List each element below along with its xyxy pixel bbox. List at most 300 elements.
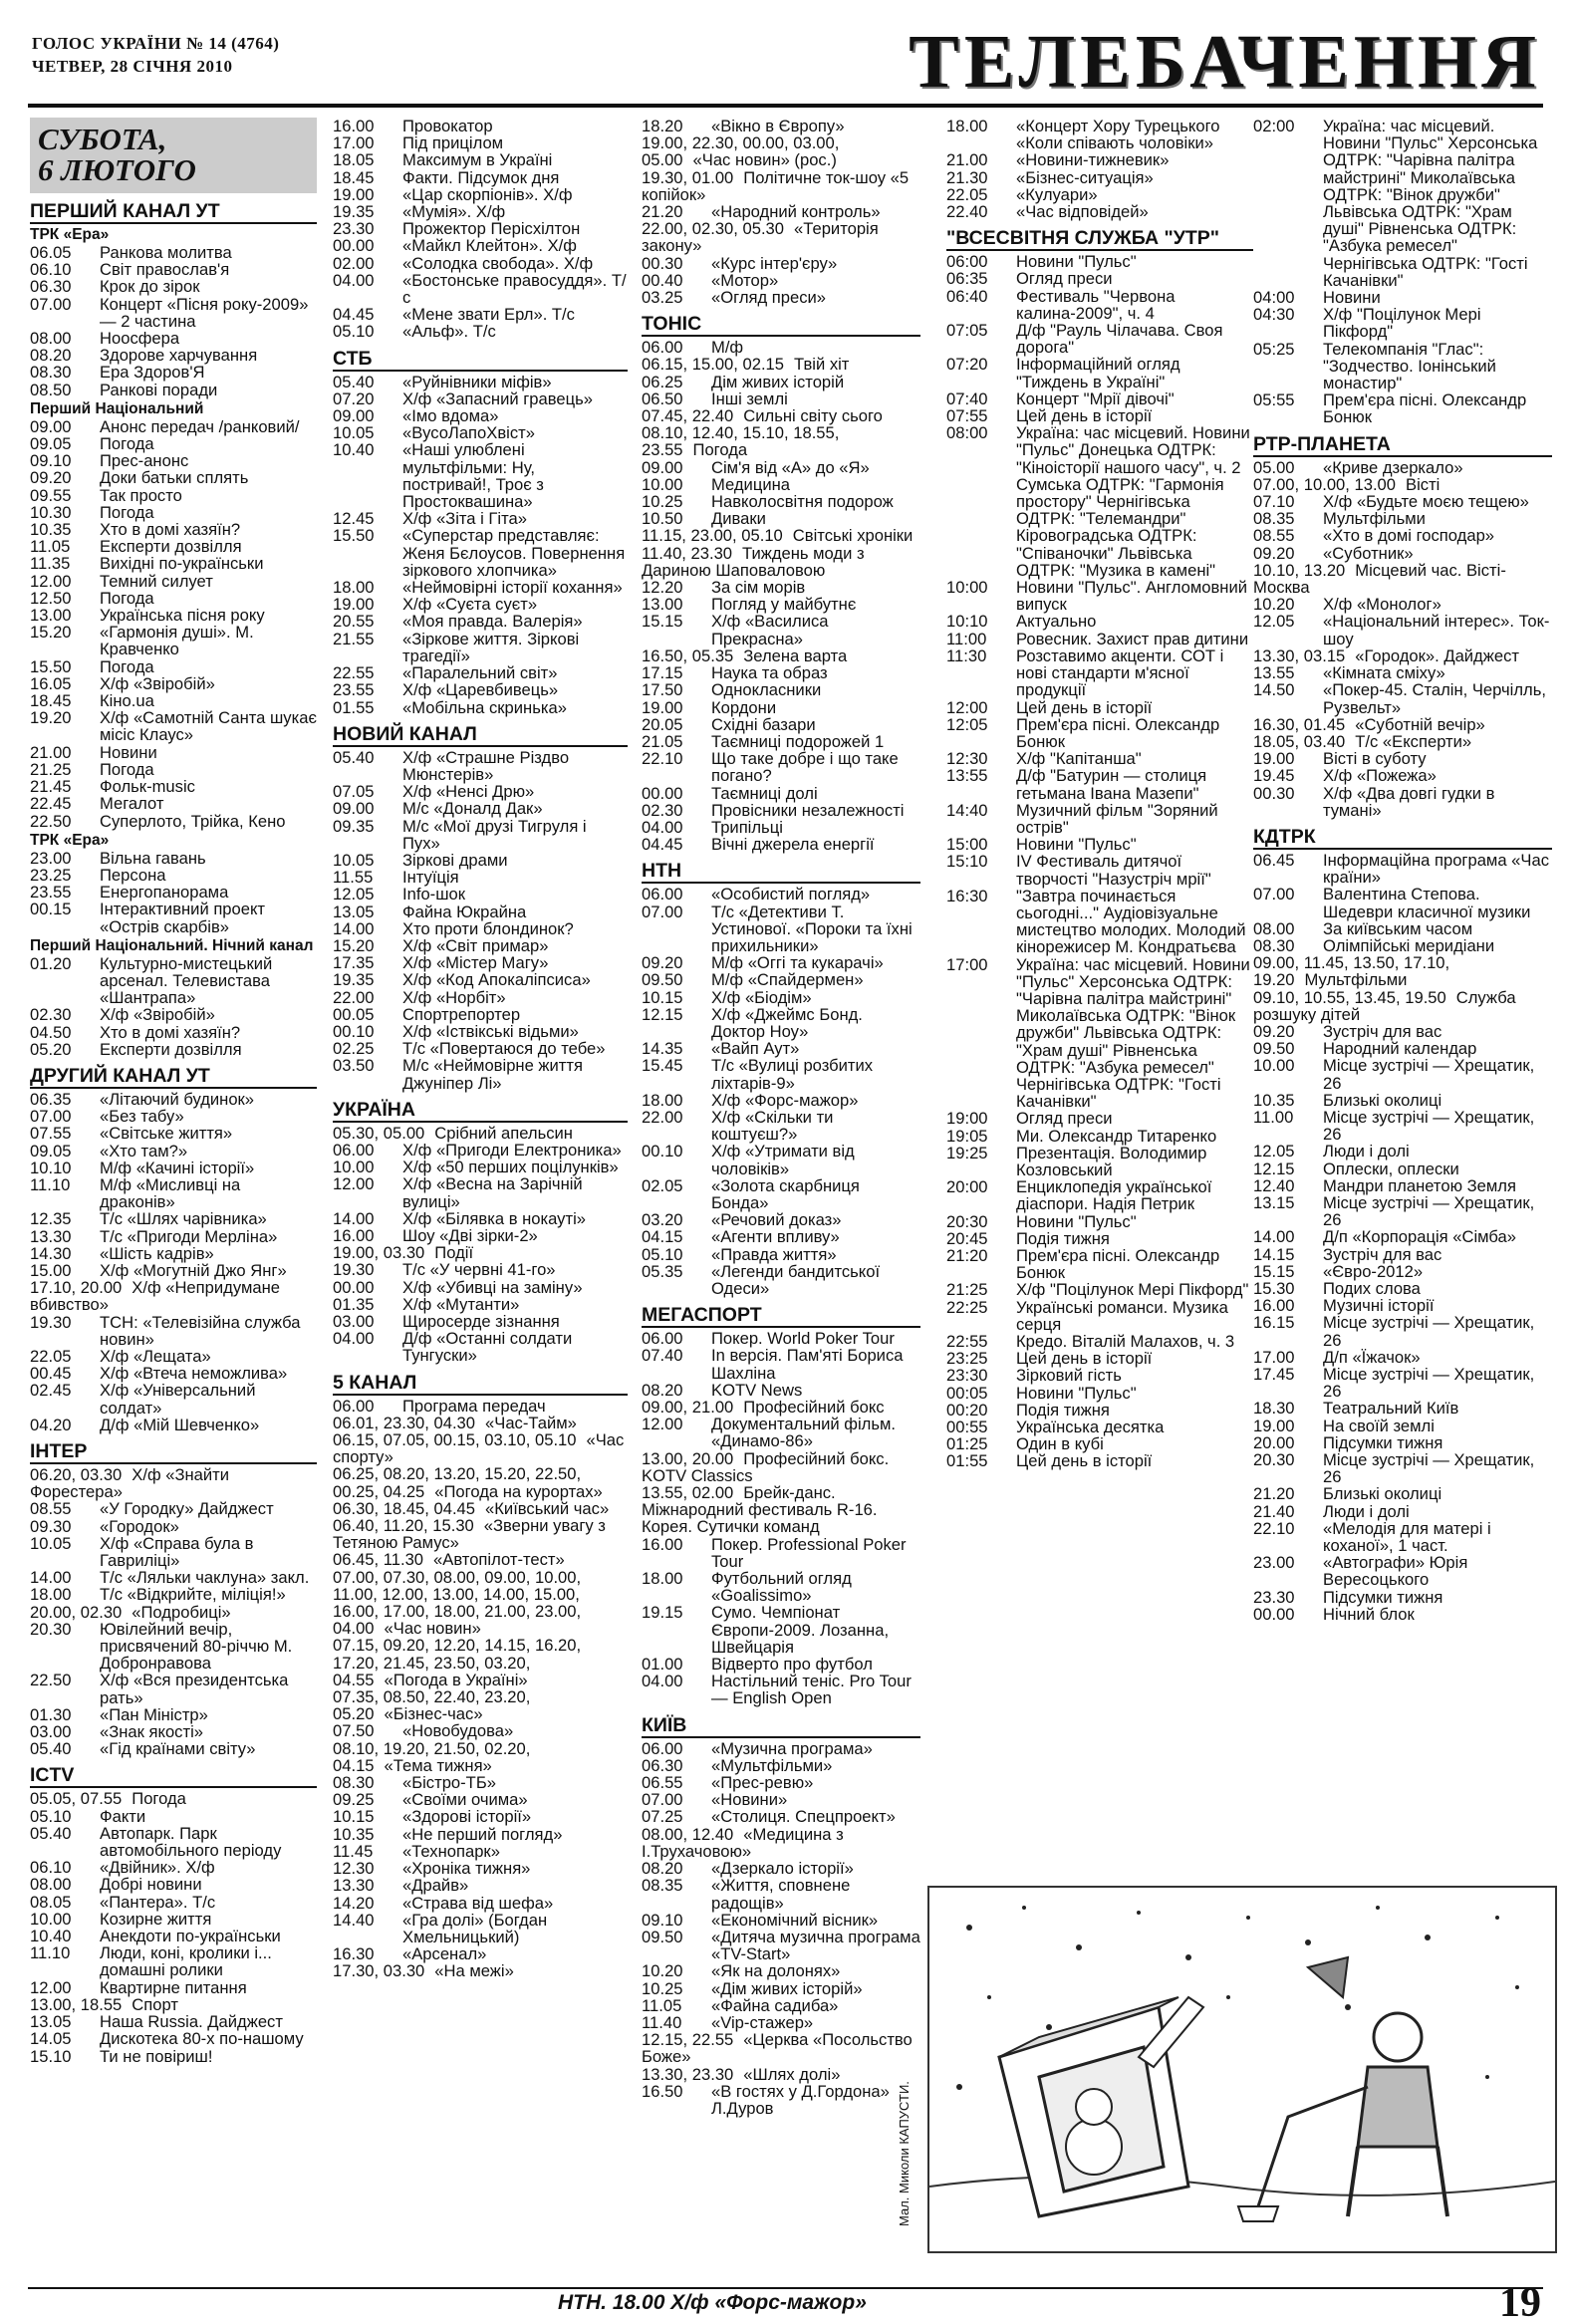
schedule-list bbox=[30, 200, 317, 2065]
listing-program: Інтерактивний проект «Острів скарбів» bbox=[100, 900, 266, 936]
listing-time: 20.30 bbox=[1253, 1450, 1295, 1470]
listing-row bbox=[333, 664, 628, 681]
listing-program: Наука та образ bbox=[711, 663, 828, 683]
listing-program: Т/с «Експерти» bbox=[1355, 731, 1472, 751]
listing-row bbox=[30, 1041, 317, 1058]
listing-program: «Мене звати Ерл». Т/с bbox=[402, 305, 575, 325]
listing-program: «Концерт Хору Турецького «Коли співають чоловіки» bbox=[1016, 118, 1220, 153]
listing-row bbox=[642, 613, 920, 646]
listing-time: 13.00, 18.55 bbox=[30, 1994, 123, 2014]
listing-program: Українська десятка bbox=[1016, 1418, 1165, 1437]
listing-row bbox=[642, 1006, 920, 1040]
listing-time: 19.00, 22.30, 00.00, 03.00, 05.00 bbox=[642, 133, 840, 170]
listing-row bbox=[333, 920, 628, 937]
listing-row bbox=[1253, 1314, 1552, 1348]
listing-row bbox=[642, 1877, 920, 1911]
listing-program: Нічний блок bbox=[1323, 1604, 1415, 1624]
listing-program: Народний календар bbox=[1323, 1039, 1477, 1059]
listing-program: Автопарк. Парк автомобільного періоду bbox=[100, 1823, 282, 1861]
listing-program: «Без табу» bbox=[100, 1107, 184, 1127]
listing-program: Експерти дозвілля bbox=[100, 1039, 242, 1059]
listing-time: 14:40 bbox=[946, 800, 988, 820]
listing-row bbox=[30, 1125, 317, 1142]
listing-row bbox=[30, 1723, 317, 1740]
listing-row bbox=[642, 493, 920, 510]
listing-program: Х/ф «Пожежа» bbox=[1323, 766, 1437, 786]
listing-time: 22.10 bbox=[1253, 1518, 1295, 1538]
listing-row bbox=[30, 2013, 317, 2030]
listing-row bbox=[1253, 527, 1552, 544]
listing-time: 00.15 bbox=[30, 900, 72, 919]
listing-program: Новини "Пульс". Англомовний випуск bbox=[1016, 578, 1247, 615]
listing-program: Х/ф «Білявка в нокауті» bbox=[402, 1208, 586, 1228]
listing-program: «Церква «Посольство Боже» bbox=[642, 2030, 913, 2067]
listing-row bbox=[1253, 476, 1552, 493]
listing-program: Цей день в історії bbox=[1016, 1349, 1153, 1369]
listing-row bbox=[642, 1604, 920, 1656]
listing-time: 06.15, 07.05, 00.15, 03.10, 05.10 bbox=[333, 1430, 577, 1450]
listing-time: 00.30 bbox=[642, 253, 683, 273]
listing-program: Розставимо акценти. СОТ і нові стандарти м'ясної продукції bbox=[1016, 646, 1224, 700]
listing-time: 01:25 bbox=[946, 1434, 988, 1454]
listing-time: 11:30 bbox=[946, 646, 987, 665]
listing-row bbox=[333, 1210, 628, 1227]
listing-row bbox=[642, 836, 920, 853]
listing-time: 19.00 bbox=[1253, 1416, 1295, 1435]
listing-row bbox=[30, 658, 317, 675]
listing-time: 05.10 bbox=[30, 1806, 72, 1826]
listing-time: 05.10 bbox=[333, 322, 375, 342]
listing-program: Місце зустрічі — Хрещатик, 26 bbox=[1323, 1365, 1535, 1402]
listing-time: 00.00 bbox=[333, 236, 375, 256]
listing-program: Провісники незалежності bbox=[711, 800, 905, 820]
listing-time: 21.45 bbox=[30, 777, 72, 797]
listing-time: 23:25 bbox=[946, 1349, 988, 1369]
listing-time: 17.50 bbox=[642, 680, 683, 700]
listing-time: 09.10 bbox=[30, 451, 72, 471]
listing-row bbox=[946, 1128, 1253, 1145]
listing-row bbox=[333, 1722, 628, 1739]
listing-time: 03.00 bbox=[333, 1312, 375, 1331]
listing-time: 10.50 bbox=[642, 509, 683, 529]
listing-time: 09.20 bbox=[1253, 1021, 1295, 1041]
listing-program: «Новини» bbox=[711, 1790, 788, 1810]
listing-row bbox=[1253, 1451, 1552, 1485]
listing-time: 17:00 bbox=[946, 954, 988, 974]
listing-time: 12.20 bbox=[642, 578, 683, 598]
listing-program: Ранкова молитва bbox=[100, 243, 232, 262]
listing-program: Професійний бокс bbox=[743, 1398, 885, 1418]
listing-row bbox=[642, 459, 920, 476]
listing-row bbox=[333, 390, 628, 407]
listing-program: Місце зустрічі — Хрещатик, 26 bbox=[1323, 1192, 1535, 1230]
listing-row bbox=[642, 1040, 920, 1057]
listing-program: Диваки bbox=[711, 509, 766, 529]
listing-row bbox=[642, 1740, 920, 1757]
listing-row bbox=[30, 296, 317, 330]
listing-program: Фестиваль "Червона калина-2009", ч. 4 bbox=[1016, 286, 1176, 323]
listing-program: За київським часом bbox=[1323, 918, 1473, 938]
listing-row bbox=[333, 1159, 628, 1175]
listing-row bbox=[1253, 1246, 1552, 1263]
listing-program: Х/ф «Універсальний солдат» bbox=[100, 1381, 256, 1418]
listing-program: Україна: час місцевий. Новини "Пульс" Херсонська ОДТРК: "Чарівна палітра майстрині" Миколаївська ОДТРК: "Вінок дружби" Львівська ОДТРК: "Храм душі" Рівненська ОДТРК: "Азбука ремесел" Чернігівська ОДТРК: "Гості Качанівки" bbox=[1323, 118, 1538, 290]
listing-row bbox=[1253, 1109, 1552, 1143]
issue-date: ЧЕТВЕР, 28 СІЧНЯ 2010 bbox=[32, 57, 233, 76]
listing-time: 18.45 bbox=[333, 167, 375, 187]
page-number: 19 bbox=[1499, 2280, 1541, 2324]
listing-row bbox=[333, 1398, 628, 1415]
listing-time: 10.35 bbox=[30, 520, 72, 540]
listing-row bbox=[1253, 716, 1552, 733]
channel-subheading: ТРК «Ера» bbox=[30, 831, 110, 849]
listing-row bbox=[30, 1365, 317, 1382]
listing-program: «Подробиці» bbox=[131, 1602, 231, 1622]
listing-row bbox=[642, 527, 920, 544]
listing-time: 01.55 bbox=[333, 697, 375, 717]
listing-program: «Бістро-ТБ» bbox=[402, 1773, 496, 1793]
listing-row bbox=[642, 989, 920, 1006]
listing-program: Політичне ток-шоу «5 копійок» bbox=[642, 167, 910, 204]
listing-time: 10.30 bbox=[30, 502, 72, 522]
listing-program: Таємниці подорожей 1 bbox=[711, 731, 885, 751]
listing-time: 19.15 bbox=[642, 1603, 683, 1623]
listing-time: 09.00 bbox=[333, 406, 375, 426]
listing-time: 12:00 bbox=[946, 697, 988, 717]
listing-time: 06.05 bbox=[30, 243, 72, 262]
listing-row bbox=[642, 596, 920, 613]
listing-time: 08.10, 19.20, 21.50, 02.20, 04.15 bbox=[333, 1738, 531, 1775]
listing-time: 16.05 bbox=[30, 673, 72, 693]
listing-time: 05.35 bbox=[642, 1261, 683, 1281]
listing-program: Кіно.ua bbox=[100, 691, 154, 711]
listing-time: 08.55 bbox=[30, 1499, 72, 1519]
listing-program: Медицина bbox=[711, 474, 790, 494]
listing-row bbox=[946, 288, 1253, 322]
listing-row bbox=[1253, 1023, 1552, 1040]
listing-program: Х/ф «Непридумане вбивство» bbox=[30, 1278, 280, 1315]
listing-time: 11.05 bbox=[642, 1995, 682, 2015]
listing-row bbox=[946, 631, 1253, 647]
listing-time: 00.30 bbox=[1253, 783, 1295, 803]
listing-program: Покер. World Poker Tour bbox=[711, 1329, 895, 1349]
listing-program: Місце зустрічі — Хрещатик, 26 bbox=[1323, 1107, 1535, 1145]
listing-time: 11.35 bbox=[30, 554, 71, 574]
listing-row bbox=[333, 118, 628, 134]
listing-program: Україна: час місцевий. Новини "Пульс" Донецька ОДТРК: "Кіноісторії нашого часу", ч. 2 Сумська ОДТРК: "Гармонія простору" Чернігівська ОДТРК: "Телемандри" Кіровоградська ОДТРК: "Співаночки" Львівська ОДТРК: "Музика в камені" bbox=[1016, 423, 1250, 580]
listing-row bbox=[1253, 1194, 1552, 1228]
listing-program: «Неймовірні історії кохання» bbox=[402, 578, 623, 598]
listing-row bbox=[333, 1860, 628, 1877]
listing-time: 08.35 bbox=[642, 1876, 683, 1896]
listing-program: Зустріч для вас bbox=[1323, 1244, 1442, 1264]
listing-time: 14.00 bbox=[1253, 1227, 1295, 1247]
listing-row bbox=[30, 1210, 317, 1227]
listing-program: Х/ф «Могутній Джо Янг» bbox=[100, 1260, 287, 1280]
listing-program: Х/ф «Звіробій» bbox=[100, 673, 215, 693]
listing-time: 18.05 bbox=[333, 150, 375, 170]
listing-program: «Медицина з І.Трухачовою» bbox=[642, 1824, 844, 1861]
listing-time: 07.00 bbox=[1253, 885, 1295, 904]
listing-program: Вільна гавань bbox=[100, 848, 206, 868]
masthead-rule bbox=[28, 104, 1543, 108]
listing-row bbox=[642, 476, 920, 493]
listing-time: 06.25, 08.20, 13.20, 15.20, 22.50, 00.25, 04.25 bbox=[333, 1464, 582, 1501]
listing-time: 06.10 bbox=[30, 260, 72, 280]
day-heading-line-1: СУБОТА, bbox=[38, 122, 167, 156]
listing-row bbox=[30, 901, 317, 934]
listing-program: Т/с «Пригоди Мерліна» bbox=[100, 1226, 278, 1246]
listing-time: 11.00 bbox=[1253, 1107, 1294, 1127]
listing-time: 10.05 bbox=[333, 423, 375, 443]
listing-time: 19.35 bbox=[333, 970, 375, 990]
listing-time: 00.00 bbox=[642, 783, 683, 803]
listing-time: 02.30 bbox=[30, 1005, 72, 1025]
listing-program: Наша Russia. Дайджест bbox=[100, 2012, 283, 2032]
listing-time: 08.20 bbox=[30, 346, 72, 366]
listing-program: Дискотека 80-х по-нашому bbox=[100, 2029, 304, 2049]
listing-row bbox=[30, 1006, 317, 1023]
listing-row bbox=[333, 407, 628, 424]
listing-row bbox=[30, 469, 317, 486]
listing-row bbox=[333, 1688, 628, 1722]
listing-program: Футбольний огляд «Goalissimo» bbox=[711, 1569, 852, 1606]
listing-program: «Речовий доказ» bbox=[711, 1210, 842, 1230]
listing-time: 09.05 bbox=[30, 1141, 72, 1161]
listing-program: Вісті в суботу bbox=[1323, 749, 1427, 769]
listing-row bbox=[1253, 852, 1552, 886]
listing-time: 05.40 bbox=[333, 747, 375, 767]
listing-time: 04.45 bbox=[642, 835, 683, 855]
listing-time: 07.00 bbox=[30, 294, 72, 314]
listing-program: «Київський час» bbox=[485, 1498, 610, 1518]
listing-program: Квартирне питання bbox=[100, 1977, 247, 1997]
listing-program: «Кімната сміху» bbox=[1323, 663, 1445, 683]
listing-program: Новини "Пульс" bbox=[1016, 1383, 1137, 1403]
listing-row bbox=[333, 1945, 628, 1962]
listing-time: 12.05 bbox=[333, 885, 375, 904]
listing-program: Х/ф «Два довгі гудки в тумані» bbox=[1323, 783, 1495, 820]
listing-row bbox=[333, 1244, 628, 1261]
listing-program: Настільний теніс. Pro Tour — English Open bbox=[711, 1672, 912, 1708]
listing-time: 17.00 bbox=[1253, 1347, 1295, 1367]
listing-time: 21.20 bbox=[642, 202, 683, 222]
listing-time: 15.10 bbox=[30, 2046, 72, 2066]
listing-time: 06.01, 23.30, 04.30 bbox=[333, 1413, 476, 1432]
listing-row bbox=[642, 579, 920, 596]
listing-row bbox=[333, 1877, 628, 1894]
listing-program: Ноосфера bbox=[100, 329, 180, 349]
listing-time: 16.00 bbox=[642, 1534, 683, 1554]
listing-time: 19.30 bbox=[30, 1312, 72, 1332]
listing-program: "Завтра починається сьогодні..." Аудіовізуальне мистецтво молодих. Молодий кінорежисер М. Кондратьєва bbox=[1016, 886, 1246, 957]
listing-program: Х/ф «Весна на Зарічній вулиці» bbox=[402, 1174, 583, 1211]
footer-promo: НТН. 18.00 Х/ф «Форс-мажор» bbox=[558, 2291, 867, 2314]
listing-program: «Час новин» (рос.) bbox=[692, 150, 837, 170]
listing-program: «Час-Тайм» bbox=[485, 1413, 577, 1432]
listing-row bbox=[333, 1791, 628, 1808]
listing-row bbox=[946, 253, 1253, 270]
listing-row bbox=[333, 954, 628, 971]
listing-time: 04.15 bbox=[642, 1227, 683, 1247]
listing-program: «Драйв» bbox=[402, 1876, 469, 1896]
listing-program: Один в кубі bbox=[1016, 1434, 1104, 1454]
listing-program: Документальний фільм. «Динамо-86» bbox=[711, 1415, 896, 1451]
listing-program: «Дзеркало історії» bbox=[711, 1859, 854, 1879]
column-5 bbox=[1253, 118, 1552, 1876]
listing-time: 07.20 bbox=[333, 388, 375, 408]
listing-time: 04.50 bbox=[30, 1022, 72, 1042]
listing-program: Інші землі bbox=[711, 388, 788, 408]
listing-time: 23.00 bbox=[30, 848, 72, 868]
listing-program: Ровесник. Захист прав дитини bbox=[1016, 629, 1249, 648]
listing-program: Що таке добре і що таке погано? bbox=[711, 749, 899, 786]
listing-row bbox=[30, 778, 317, 795]
listing-row bbox=[642, 750, 920, 784]
channel-heading: РТР-ПЛАНЕТА bbox=[1253, 433, 1552, 457]
listing-program: Д/ф «Мій Шевченко» bbox=[100, 1415, 260, 1434]
listing-program: Зелена варта bbox=[743, 646, 848, 665]
listing-row bbox=[642, 802, 920, 819]
listing-program: Х/ф «Знайти Форестера» bbox=[30, 1465, 230, 1502]
listing-program: Погода bbox=[100, 656, 154, 676]
listing-row bbox=[333, 783, 628, 800]
listing-row bbox=[333, 1330, 628, 1364]
listing-program: Срібний апельсин bbox=[434, 1123, 573, 1143]
listing-program: Місце зустрічі — Хрещатик, 26 bbox=[1323, 1450, 1535, 1487]
listing-row bbox=[946, 1350, 1253, 1367]
listing-row bbox=[1253, 545, 1552, 562]
listing-time: 07:05 bbox=[946, 321, 988, 341]
listing-time: 05.00 bbox=[1253, 457, 1295, 477]
listing-row bbox=[946, 1178, 1253, 1212]
listing-program: Х/ф «Царевбивець» bbox=[402, 680, 559, 700]
listing-row bbox=[333, 579, 628, 596]
listing-row bbox=[1253, 1263, 1552, 1280]
listing-time: 02.00 bbox=[333, 253, 375, 273]
listing-program: Х/ф «Запасний гравець» bbox=[402, 388, 593, 408]
listing-time: 09.10, 10.55, 13.45, 19.50 bbox=[1253, 987, 1446, 1007]
listing-time: 16.30 bbox=[333, 1944, 375, 1964]
listing-time: 23.55 bbox=[333, 680, 375, 700]
listing-program: «Економічний вісник» bbox=[711, 1910, 879, 1930]
listing-program: Хто в домі хазяїн? bbox=[100, 1022, 241, 1042]
listing-program: «Погода в Україні» bbox=[384, 1670, 528, 1689]
listing-row bbox=[30, 1876, 317, 1893]
listing-time: 09.30 bbox=[30, 1516, 72, 1536]
listing-program: «Літаючий будинок» bbox=[100, 1089, 255, 1109]
listing-program: М/с «Мої друзі Тигруля і Пух» bbox=[402, 816, 587, 853]
listing-time: 09.00 bbox=[333, 799, 375, 819]
listing-row bbox=[1253, 118, 1552, 289]
listing-row bbox=[642, 971, 920, 988]
channel-heading: НТН bbox=[642, 860, 920, 884]
listing-time: 05.10 bbox=[642, 1244, 683, 1264]
listing-row bbox=[333, 886, 628, 903]
listing-row bbox=[1253, 1143, 1552, 1160]
listing-row bbox=[333, 1040, 628, 1057]
listing-time: 22.00 bbox=[642, 1107, 683, 1127]
listing-row bbox=[333, 1962, 628, 1979]
listing-row bbox=[30, 1740, 317, 1757]
listing-program: Вічні джерела енергії bbox=[711, 835, 875, 855]
listing-program: Х/ф «Самотній Санта шукає місіс Клаус» bbox=[100, 708, 317, 745]
listing-time: 22.55 bbox=[333, 663, 375, 683]
listing-row bbox=[30, 1672, 317, 1705]
listing-row bbox=[30, 1928, 317, 1944]
listing-time: 07.15, 09.20, 12.20, 14.15, 16.20, 17.20, 21.45, 23.50, 03.20, 04.55 bbox=[333, 1636, 582, 1689]
listing-program: Брейк-данс. Міжнародний фестиваль R-16. Корея. Сутички команд bbox=[642, 1483, 878, 1537]
listing-row bbox=[642, 2031, 920, 2065]
listing-row bbox=[30, 1569, 317, 1586]
listing-time: 19.00 bbox=[642, 697, 683, 717]
listing-program: Театральний Київ bbox=[1323, 1399, 1459, 1419]
listing-row bbox=[1253, 1057, 1552, 1091]
channel-heading: ТОНІС bbox=[642, 313, 920, 337]
listing-row bbox=[30, 1245, 317, 1262]
listing-row bbox=[1253, 1228, 1552, 1245]
listing-row bbox=[946, 1367, 1253, 1384]
listing-row bbox=[30, 330, 317, 347]
listing-row bbox=[642, 1057, 920, 1091]
listing-row bbox=[946, 1452, 1253, 1469]
listing-time: 10.40 bbox=[333, 440, 375, 460]
listing-program: «Час спорту» bbox=[333, 1430, 625, 1467]
listing-row bbox=[30, 607, 317, 624]
listing-row bbox=[333, 596, 628, 613]
listing-time: 18.20 bbox=[642, 118, 683, 135]
listing-program: Огляд преси bbox=[1016, 269, 1113, 289]
listing-program: Х/ф «Втеча неможлива» bbox=[100, 1364, 288, 1384]
listing-program: Місцевий час. Вісті-Москва bbox=[1253, 560, 1506, 598]
listing-program: Т/с «Ляльки чаклуна» закл. bbox=[100, 1568, 310, 1588]
listing-row bbox=[30, 1091, 317, 1108]
listing-row bbox=[1253, 1297, 1552, 1314]
listing-program: Х/ф «Справа була в Гавриліці» bbox=[100, 1533, 254, 1571]
listing-time: 06.20, 03.30 bbox=[30, 1465, 123, 1484]
listing-row bbox=[1253, 341, 1552, 392]
listing-row bbox=[642, 2083, 920, 2117]
channel-heading: УКРАЇНА bbox=[333, 1099, 628, 1123]
listing-program: Спорт bbox=[131, 1994, 178, 2014]
listing-program: Х/ф «Зіта і Гіта» bbox=[402, 509, 527, 529]
listing-program: Погляд у майбутнє bbox=[711, 595, 857, 615]
listing-row bbox=[1253, 1606, 1552, 1623]
listing-time: 18.45 bbox=[30, 691, 72, 711]
listing-row bbox=[946, 1419, 1253, 1435]
listing-program: М/ф «Качині історії» bbox=[100, 1158, 255, 1177]
listing-row bbox=[642, 1997, 920, 2014]
listing-row bbox=[1253, 920, 1552, 937]
listing-row bbox=[1253, 306, 1552, 340]
listing-row bbox=[946, 1435, 1253, 1452]
listing-time: 09.35 bbox=[333, 816, 375, 836]
listing-program: Таємниці долі bbox=[711, 783, 818, 803]
listing-program: Інтуїція bbox=[402, 868, 459, 888]
listing-program: Х/ф «Вся президентська рать» bbox=[100, 1671, 289, 1707]
listing-time: 10.00 bbox=[1253, 1056, 1295, 1076]
listing-row bbox=[642, 2066, 920, 2083]
listing-row bbox=[1253, 1434, 1552, 1451]
listing-program: Концерт «Пісня року-2009» — 2 частина bbox=[100, 294, 309, 331]
listing-row bbox=[946, 836, 1253, 853]
listing-row bbox=[333, 527, 628, 579]
listing-program: Оплески, оплески bbox=[1323, 1159, 1459, 1178]
listing-time: 09.00 bbox=[642, 457, 683, 477]
listing-row bbox=[642, 1263, 920, 1297]
listing-row bbox=[30, 382, 317, 398]
listing-row bbox=[642, 390, 920, 407]
